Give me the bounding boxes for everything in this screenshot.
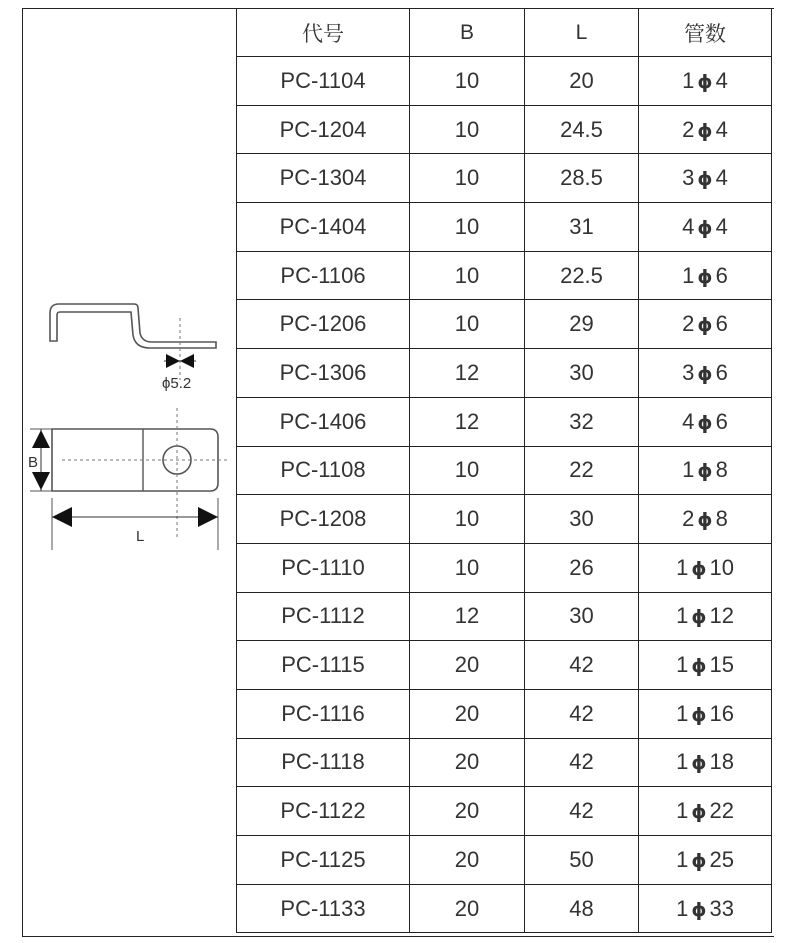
b-dimension-label: B <box>28 454 39 471</box>
diameter-symbol: ϕ <box>697 460 713 483</box>
table-row <box>237 884 772 933</box>
cell-b: 10 <box>410 300 525 349</box>
cell-code: PC-1306 <box>237 349 410 398</box>
cell-code: PC-1118 <box>237 738 410 787</box>
diameter-symbol: ϕ <box>697 509 713 532</box>
table-row <box>237 397 772 446</box>
tube-diameter: 10 <box>709 554 734 580</box>
diameter-symbol: ϕ <box>697 119 713 142</box>
cell-l: 28.5 <box>525 154 639 203</box>
cell-tube-count <box>639 641 772 690</box>
table-row <box>237 641 772 690</box>
diameter-symbol: ϕ <box>697 70 713 93</box>
table-row <box>237 446 772 495</box>
cell-tube-count <box>639 154 772 203</box>
tube-count: 4 <box>682 213 695 239</box>
tube-diameter: 15 <box>709 652 734 678</box>
bracket-side-profile <box>50 304 216 348</box>
diameter-symbol: ϕ <box>691 752 707 775</box>
tube-count: 1 <box>676 554 689 580</box>
cell-b: 10 <box>410 57 525 106</box>
cell-code: PC-1116 <box>237 689 410 738</box>
cell-b: 12 <box>410 349 525 398</box>
tube-count: 1 <box>676 603 689 629</box>
cell-code: PC-1106 <box>237 251 410 300</box>
diameter-symbol: ϕ <box>691 655 707 678</box>
cell-l: 26 <box>525 543 639 592</box>
tube-count: 3 <box>682 359 695 385</box>
tube-count: 1 <box>676 895 689 921</box>
cell-b: 12 <box>410 592 525 641</box>
cell-tube-count <box>639 397 772 446</box>
l-arrow-left <box>52 507 72 527</box>
table-row <box>237 349 772 398</box>
diameter-symbol: ϕ <box>697 265 713 288</box>
l-arrow-right <box>198 507 218 527</box>
tube-count: 2 <box>682 311 695 337</box>
cell-tube-count <box>639 446 772 495</box>
cell-code: PC-1206 <box>237 300 410 349</box>
cell-b: 10 <box>410 203 525 252</box>
diameter-symbol: ϕ <box>691 849 707 872</box>
table-row <box>237 689 772 738</box>
spec-table <box>236 8 772 933</box>
cell-l: 29 <box>525 300 639 349</box>
cell-code: PC-1115 <box>237 641 410 690</box>
cell-tube-count <box>639 349 772 398</box>
cell-code: PC-1112 <box>237 592 410 641</box>
tube-count: 3 <box>682 165 695 191</box>
cell-l: 30 <box>525 349 639 398</box>
cell-code: PC-1304 <box>237 154 410 203</box>
cell-code: PC-1404 <box>237 203 410 252</box>
cell-b: 20 <box>410 787 525 836</box>
cell-b: 10 <box>410 251 525 300</box>
cell-tube-count <box>639 738 772 787</box>
cell-b: 20 <box>410 738 525 787</box>
cell-tube-count <box>639 203 772 252</box>
cell-l: 32 <box>525 397 639 446</box>
tube-count: 1 <box>682 457 695 483</box>
cell-code: PC-1104 <box>237 57 410 106</box>
header-b: B <box>410 9 525 57</box>
diameter-symbol: ϕ <box>697 314 713 337</box>
cell-b: 20 <box>410 836 525 885</box>
cell-l: 42 <box>525 641 639 690</box>
table-row <box>237 154 772 203</box>
cell-b: 20 <box>410 884 525 933</box>
cell-b: 10 <box>410 446 525 495</box>
diameter-symbol: ϕ <box>691 898 707 921</box>
header-code: 代号 <box>237 9 410 57</box>
tube-diameter: 8 <box>715 506 728 532</box>
table-row <box>237 738 772 787</box>
cell-tube-count <box>639 689 772 738</box>
cell-code: PC-1133 <box>237 884 410 933</box>
cell-b: 12 <box>410 397 525 446</box>
table-row <box>237 592 772 641</box>
cell-code: PC-1108 <box>237 446 410 495</box>
b-arrow-top <box>32 430 50 448</box>
cell-b: 10 <box>410 154 525 203</box>
tube-count: 1 <box>682 67 695 93</box>
diameter-symbol: ϕ <box>697 362 713 385</box>
diameter-symbol: ϕ <box>691 801 707 824</box>
table-row <box>237 787 772 836</box>
header-l: L <box>525 9 639 57</box>
cell-code: PC-1204 <box>237 105 410 154</box>
tube-count: 1 <box>676 798 689 824</box>
hole-arrow-left <box>166 354 180 368</box>
diameter-symbol: ϕ <box>691 557 707 580</box>
diameter-symbol: ϕ <box>691 703 707 726</box>
cell-l: 42 <box>525 787 639 836</box>
cell-code: PC-1406 <box>237 397 410 446</box>
cell-tube-count <box>639 105 772 154</box>
tube-diameter: 22 <box>709 798 734 824</box>
tube-count: 1 <box>676 846 689 872</box>
tube-diameter: 25 <box>709 846 734 872</box>
diameter-symbol: ϕ <box>691 606 707 629</box>
cell-code: PC-1208 <box>237 495 410 544</box>
tube-diameter: 18 <box>709 749 734 775</box>
cell-l: 30 <box>525 592 639 641</box>
table-row <box>237 57 772 106</box>
cell-b: 10 <box>410 495 525 544</box>
tube-count: 4 <box>682 408 695 434</box>
cell-l: 42 <box>525 738 639 787</box>
cell-l: 50 <box>525 836 639 885</box>
cell-code: PC-1125 <box>237 836 410 885</box>
cell-l: 31 <box>525 203 639 252</box>
tube-diameter: 4 <box>715 116 728 142</box>
tube-diameter: 6 <box>715 262 728 288</box>
cell-code: PC-1122 <box>237 787 410 836</box>
tube-count: 1 <box>676 700 689 726</box>
diameter-symbol: ϕ <box>697 216 713 239</box>
cell-tube-count <box>639 884 772 933</box>
cell-b: 20 <box>410 641 525 690</box>
cell-tube-count <box>639 251 772 300</box>
tube-diameter: 6 <box>715 359 728 385</box>
tube-diameter: 4 <box>715 165 728 191</box>
tube-diameter: 4 <box>715 67 728 93</box>
table-row <box>237 836 772 885</box>
cell-tube-count <box>639 592 772 641</box>
cell-l: 22.5 <box>525 251 639 300</box>
cell-code: PC-1110 <box>237 543 410 592</box>
table-row <box>237 495 772 544</box>
diameter-symbol: ϕ <box>697 411 713 434</box>
tube-count: 2 <box>682 506 695 532</box>
cell-tube-count <box>639 300 772 349</box>
tube-diameter: 6 <box>715 408 728 434</box>
tube-diameter: 4 <box>715 213 728 239</box>
tube-diameter: 12 <box>709 603 734 629</box>
tube-count: 1 <box>676 652 689 678</box>
cell-tube-count <box>639 495 772 544</box>
bracket-drawing <box>22 8 236 937</box>
l-dimension-label: L <box>136 528 145 545</box>
table-body <box>237 57 772 933</box>
table-header-row <box>237 9 772 57</box>
cell-l: 20 <box>525 57 639 106</box>
hole-diameter-label: ϕ5.2 <box>162 375 192 392</box>
cell-tube-count <box>639 787 772 836</box>
bracket-drawing-svg <box>22 8 236 937</box>
tube-diameter: 8 <box>715 457 728 483</box>
cell-b: 20 <box>410 689 525 738</box>
cell-tube-count <box>639 57 772 106</box>
tube-count: 1 <box>682 262 695 288</box>
table-row <box>237 300 772 349</box>
tube-count: 1 <box>676 749 689 775</box>
table-row <box>237 251 772 300</box>
cell-l: 30 <box>525 495 639 544</box>
tube-diameter: 6 <box>715 311 728 337</box>
cell-l: 48 <box>525 884 639 933</box>
tube-diameter: 33 <box>709 895 734 921</box>
b-arrow-bottom <box>32 472 50 490</box>
cell-l: 22 <box>525 446 639 495</box>
diameter-symbol: ϕ <box>697 168 713 191</box>
cell-l: 24.5 <box>525 105 639 154</box>
table-row <box>237 543 772 592</box>
hole-arrow-right <box>180 354 194 368</box>
tube-count: 2 <box>682 116 695 142</box>
table-row <box>237 203 772 252</box>
cell-tube-count <box>639 543 772 592</box>
cell-b: 10 <box>410 543 525 592</box>
tube-diameter: 16 <box>709 700 734 726</box>
cell-l: 42 <box>525 689 639 738</box>
table-row <box>237 105 772 154</box>
cell-tube-count <box>639 836 772 885</box>
header-count: 管数 <box>639 9 772 57</box>
cell-b: 10 <box>410 105 525 154</box>
